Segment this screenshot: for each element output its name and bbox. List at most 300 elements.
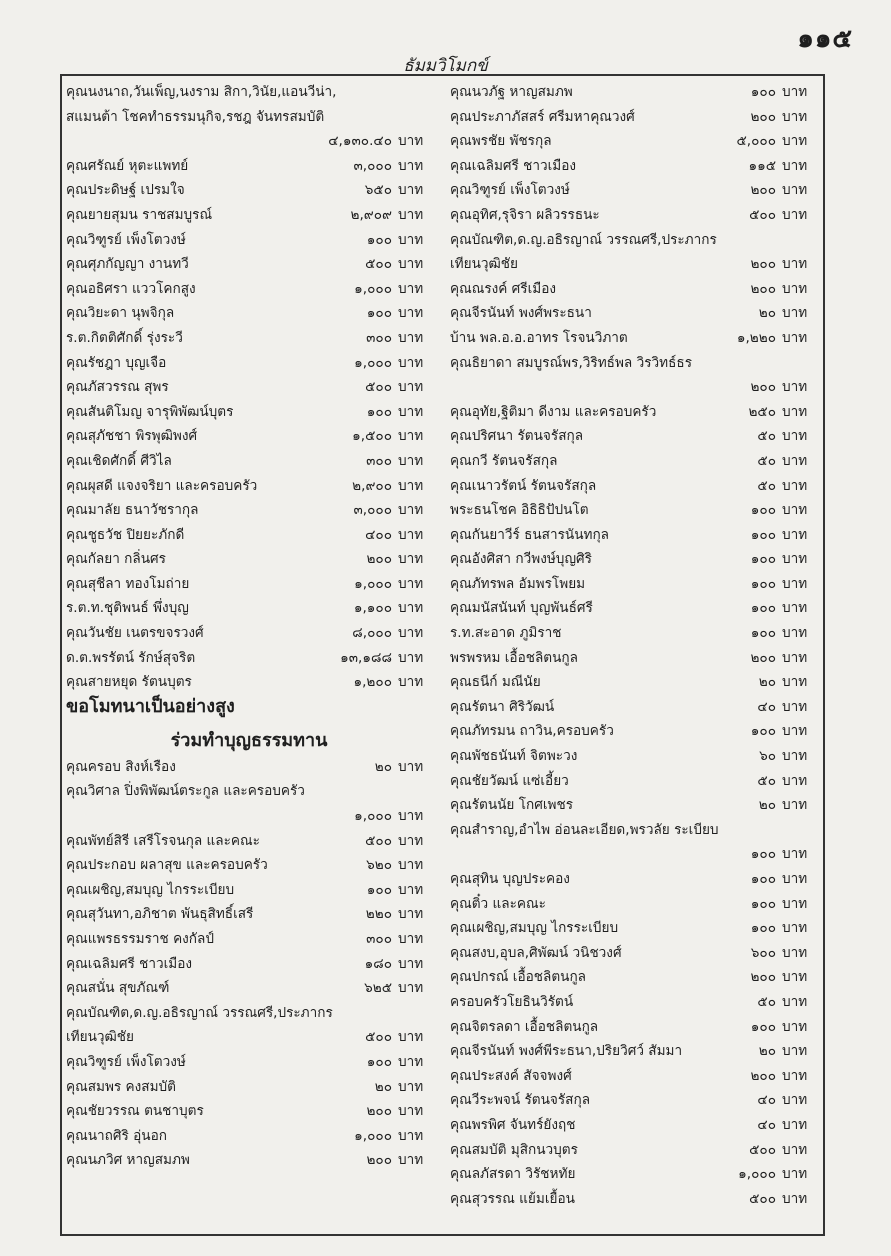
- amount-value: ๑๑๕: [748, 157, 776, 174]
- donor-name: คุณอังศิสา กวีพงษ์บุญศิริ: [450, 551, 592, 568]
- amount-value: ๑๘๐: [364, 955, 392, 972]
- donor-amount: [736, 596, 816, 621]
- donor-name: คุณเฉลิมศรี ชาวเมือง: [66, 955, 193, 972]
- amount-unit: บาท: [782, 600, 808, 617]
- amount-unit: บาท: [398, 452, 424, 469]
- amount-unit: บาท: [782, 723, 808, 740]
- donor-row: [450, 498, 816, 523]
- amount-value: ๒๐๐: [750, 182, 776, 199]
- donor-name: คุณนภวิศ หาญสมภพ: [66, 1152, 190, 1169]
- donor-amount: [352, 829, 432, 854]
- donor-name: คุณจีรนันท์ พงศ์พระธนา: [450, 305, 592, 322]
- donor-amount: [736, 474, 816, 499]
- amount-unit: บาท: [398, 980, 424, 997]
- donor-name: คุณชัยวรรณ ตนชาบุตร: [66, 1103, 204, 1120]
- donor-row: [450, 916, 816, 941]
- donor-row: [450, 424, 816, 449]
- donor-row: [66, 829, 432, 854]
- donor-amount: [736, 572, 816, 597]
- donor-amount: [736, 793, 816, 818]
- donor-row: [66, 1075, 432, 1100]
- donor-amount: [736, 1039, 816, 1064]
- amount-value: ๒๐๐: [750, 280, 776, 297]
- donor-amount: [352, 228, 432, 253]
- donor-name: คุณติ๋ว และคณะ: [450, 895, 546, 912]
- amount-value: ๒๐๐: [366, 551, 392, 568]
- amount-value: ๒๕๐: [748, 403, 776, 420]
- donor-name-line: คุณบัณฑิต,ด.ญ.อธิรญาณ์ วรรณศรี,ประภากร: [66, 1004, 333, 1021]
- amount-unit: บาท: [782, 625, 808, 642]
- donor-row: [450, 621, 816, 646]
- amount-unit: บาท: [398, 1078, 424, 1095]
- amount-value: ๒๐๐: [366, 1103, 392, 1120]
- amount-unit: บาท: [782, 846, 808, 863]
- amount-unit: บาท: [782, 526, 808, 543]
- donor-row: [450, 1088, 816, 1113]
- amount-value: ๒๐: [374, 1078, 392, 1095]
- donor-name: คุณกันยาวีร์ ธนสารนันทกุล: [450, 526, 610, 543]
- donor-name: คุณสมบัติ มุสิกนวบุตร: [450, 1141, 578, 1158]
- donor-name: คุณณรงค์ ศรีเมือง: [450, 280, 557, 297]
- amount-value: ๒,๙๐๙: [350, 206, 392, 223]
- donor-amount: [352, 1148, 432, 1173]
- donor-amount: [736, 449, 816, 474]
- donor-amount: [351, 203, 433, 228]
- amount-unit: บาท: [782, 329, 808, 346]
- donor-name: คุณวิยะดา นุพจิกุล: [66, 305, 175, 322]
- donor-amount: [352, 351, 432, 376]
- donor-amount: [736, 326, 816, 351]
- donor-row: [66, 449, 432, 474]
- donor-row: [66, 952, 432, 977]
- donor-row: [450, 1039, 816, 1064]
- donor-name: คุณวิฑูรย์ เพ็งโตวงษ์: [66, 1053, 186, 1070]
- donor-amount: [352, 375, 432, 400]
- donor-amount: [352, 252, 432, 277]
- amount-value: ๑,๒๒๐: [736, 329, 776, 346]
- amount-value: ๒๐๐: [366, 1152, 392, 1169]
- donor-amount: [352, 927, 432, 952]
- donor-name: คุณพรชัย พัชรกุล: [450, 133, 552, 150]
- donor-row: [450, 769, 816, 794]
- donor-amount: [352, 178, 432, 203]
- donor-amount: [736, 1088, 816, 1113]
- donor-amount-continuation: [66, 804, 432, 829]
- amount-unit: บาท: [782, 428, 808, 445]
- amount-value: ๒๐๐: [750, 108, 776, 125]
- donor-amount: [736, 1138, 816, 1163]
- donor-name: คุณจีรนันท์ พงศ์พีระธนา,ปริยวิศว์ สัมมา: [450, 1043, 683, 1060]
- donor-row: [66, 228, 432, 253]
- amount-value: ๒๒๐: [365, 906, 392, 923]
- donor-amount: [736, 941, 816, 966]
- donor-row: [450, 990, 816, 1015]
- amount-value: ๔๐: [757, 698, 776, 715]
- amount-value: ๒๐๐: [750, 969, 776, 986]
- donor-name: คุณเชิดศักดิ์ ศีวิไล: [66, 452, 172, 469]
- donor-name: คุณรัตนนัย โกศเพชร: [450, 797, 574, 814]
- donor-amount: [352, 976, 432, 1001]
- amount-value: ๓,๐๐๐: [353, 157, 392, 174]
- donor-row: [450, 203, 816, 228]
- donor-amount: [736, 1162, 816, 1187]
- donor-name: คุณมนัสนันท์ บุญพันธ์ศรี: [450, 600, 593, 617]
- donor-row: [66, 853, 432, 878]
- donor-name: คุณอธิศรา แววโคกสูง: [66, 280, 196, 297]
- amount-value: ๒๐๐: [750, 1067, 776, 1084]
- donor-name: คุณเฉลิมศรี ชาวเมือง: [450, 157, 577, 174]
- donor-amount: [736, 670, 816, 695]
- donor-amount: [736, 990, 816, 1015]
- donor-name: คุณรัชฎา บุญเจือ: [66, 354, 167, 371]
- page-number: ๑๑๕: [797, 24, 853, 54]
- amount-value: ๖๐๐: [750, 944, 776, 961]
- amount-unit: บาท: [782, 698, 808, 715]
- amount-unit: บาท: [782, 379, 808, 396]
- donor-amount: [352, 596, 432, 621]
- donor-name-line: คุณนงนาถ,วันเพ็ญ,นงราม สิกา,วินัย,แอนวีน่า,: [66, 84, 337, 100]
- donor-name: คุณวิฑูรย์ เพ็งโตวงษ์: [450, 182, 570, 199]
- donor-amount: [736, 80, 816, 105]
- amount-value: ๒๐: [758, 674, 776, 691]
- amount-unit: บาท: [398, 502, 424, 519]
- donor-name: คุณภัสวรรณ สุพร: [66, 379, 169, 396]
- donor-amount: [736, 1064, 816, 1089]
- donor-name: คุณประสงค์ สัจจพงศ์: [450, 1067, 572, 1084]
- amount-value: ๒๐: [758, 1043, 776, 1060]
- donor-name: คุณครอบ สิงห์เรือง: [66, 758, 176, 775]
- donor-amount: [736, 301, 816, 326]
- donor-row: [450, 474, 816, 499]
- amount-unit: บาท: [398, 329, 424, 346]
- amount-unit: บาท: [782, 797, 808, 814]
- donor-name: คุณชัยวัฒน์ แซ่เอี้ยว: [450, 772, 569, 789]
- donor-row: [450, 178, 816, 203]
- donor-row: [450, 892, 816, 917]
- donor-amount: [736, 498, 816, 523]
- donor-name: คุณกัลยา กลิ่นศร: [66, 551, 166, 568]
- donor-amount: [736, 424, 816, 449]
- donor-row: [66, 976, 432, 1001]
- donor-amount: [736, 916, 816, 941]
- amount-unit: บาท: [782, 1067, 808, 1084]
- amount-value: ๑๐๐: [750, 723, 776, 740]
- donor-row: [66, 878, 432, 903]
- donor-row: [66, 572, 432, 597]
- amount-unit: บาท: [398, 231, 424, 248]
- amount-value: ๔,๑๓๐.๔๐: [328, 133, 392, 150]
- donor-name-line: คุณบัณฑิต,ด.ญ.อธิรญาณ์ วรรณศรี,ประภากร: [450, 231, 717, 248]
- amount-unit: บาท: [398, 551, 424, 568]
- donor-name: คุณสุภัชชา พิรพุฒิพงศ์: [66, 428, 198, 445]
- donor-amount: [352, 902, 432, 927]
- donor-row: [66, 1050, 432, 1075]
- amount-value: ๕๐๐: [749, 1141, 776, 1158]
- donor-name: คุณนาถศิริ อุ่นอก: [66, 1127, 167, 1144]
- amount-unit: บาท: [398, 1103, 424, 1120]
- donor-row: [66, 670, 432, 695]
- donor-amount: [352, 1099, 432, 1124]
- amount-unit: บาท: [782, 1190, 808, 1207]
- amount-unit: บาท: [398, 931, 424, 947]
- donor-name: พรพรหม เอื้อชลิตนกูล: [450, 649, 578, 666]
- amount-unit: บาท: [782, 108, 808, 125]
- amount-value: ๑๐๐: [750, 846, 776, 863]
- donor-row: [450, 941, 816, 966]
- amount-unit: บาท: [398, 1152, 424, 1169]
- amount-value: ๕,๐๐๐: [736, 133, 776, 150]
- amount-unit: บาท: [398, 403, 424, 420]
- donor-amount: [736, 769, 816, 794]
- amount-unit: บาท: [398, 758, 424, 775]
- donor-name: คุณกวี รัตนจรัสกุล: [450, 452, 558, 469]
- donor-name: คุณวันชัย เนตรขจรวงศ์: [66, 625, 204, 642]
- donor-amount: [736, 129, 816, 154]
- amount-unit: บาท: [782, 772, 808, 789]
- donor-row: [450, 1113, 816, 1138]
- amount-value: ๑๐๐: [750, 526, 776, 543]
- amount-value: ๑,๐๐๐: [354, 1127, 392, 1144]
- donor-name: คุณประกอบ ผลาสุข และครอบครัว: [66, 857, 268, 874]
- amount-value: ๑,๐๐๐: [354, 808, 392, 825]
- amount-value: ๑๐๐: [366, 1053, 392, 1070]
- donor-name: คุณสมพร คงสมบัติ: [66, 1078, 176, 1095]
- amount-value: ๓๐๐: [366, 452, 392, 469]
- amount-unit: บาท: [398, 881, 424, 898]
- donor-row: [450, 277, 816, 302]
- donor-row: [66, 178, 432, 203]
- donor-row: [66, 523, 432, 548]
- donor-row: [450, 301, 816, 326]
- amount-unit: บาท: [782, 1166, 808, 1183]
- donor-amount-continuation: [450, 842, 816, 867]
- amount-unit: บาท: [782, 993, 808, 1010]
- amount-value: ๑๐๐: [750, 551, 776, 568]
- amount-unit: บาท: [782, 871, 808, 887]
- donor-name: ด.ต.พรรัตน์ รักษ์สุจริต: [66, 649, 196, 666]
- donor-name: คุณวีระพจน์ รัตนจรัสกุล: [450, 1092, 591, 1109]
- donor-name: ครอบครัวโยธินวิรัตน์: [450, 993, 574, 1010]
- donor-row: [450, 1064, 816, 1089]
- amount-value: ๑๓,๑๘๘: [340, 649, 392, 666]
- donor-name: คุณสุวรรณ แย้มเยื้อน: [450, 1190, 575, 1207]
- donor-amount: [352, 670, 432, 695]
- amount-value: ๕๐๐: [365, 379, 392, 396]
- donor-name: คุณปกรณ์ เอื้อชลิตนกูล: [450, 969, 587, 986]
- donor-name: บ้าน พล.อ.อ.อาทร โรจนวิภาต: [450, 329, 628, 346]
- amount-value: ๒,๙๐๐: [352, 477, 392, 494]
- amount-value: ๓,๐๐๐: [353, 502, 392, 519]
- donor-row: [450, 965, 816, 990]
- amount-unit: บาท: [782, 1018, 808, 1035]
- donor-name: เทียนวุฒิชัย: [450, 256, 518, 273]
- amount-unit: บาท: [782, 1092, 808, 1109]
- amount-unit: บาท: [782, 133, 808, 150]
- donor-name: ร.ต.ท.ชุติพนธ์ พึ่งบุญ: [66, 600, 189, 617]
- amount-value: ๑๐๐: [750, 84, 776, 100]
- donor-row: [66, 252, 432, 277]
- section-heading: ร่วมทำบุญธรรมทาน: [170, 729, 328, 751]
- donor-row: [66, 277, 432, 302]
- donor-row: [450, 1138, 816, 1163]
- donor-amount: [736, 547, 816, 572]
- donor-name: คุณศุภกัญญา งานทวี: [66, 256, 189, 273]
- donor-amount: [736, 965, 816, 990]
- donor-name: คุณเผชิญ,สมบุญ ไกรระเบียบ: [66, 881, 235, 898]
- amount-unit: บาท: [398, 674, 424, 691]
- donor-name: ร.ท.สะอาด ภูมิราช: [450, 625, 562, 642]
- donor-row: [450, 400, 816, 425]
- donor-row: [66, 301, 432, 326]
- donor-row: [66, 203, 432, 228]
- amount-unit: บาท: [782, 969, 808, 986]
- donor-name: คุณรัตนา ศิริวัฒน์: [450, 698, 555, 715]
- amount-value: ๑๐๐: [750, 895, 776, 912]
- amount-value: ๑,๐๐๐: [354, 280, 392, 297]
- amount-value: ๖๒๕: [364, 980, 392, 997]
- amount-unit: บาท: [782, 280, 808, 297]
- donor-name: คุณเผชิญ,สมบุญ ไกรระเบียบ: [450, 920, 619, 937]
- amount-value: ๑๐๐: [366, 231, 392, 248]
- amount-value: ๕๐: [757, 772, 776, 789]
- amount-unit: บาท: [782, 674, 808, 691]
- donor-amount: [352, 1124, 432, 1149]
- donor-row: [66, 1148, 432, 1173]
- amount-value: ๑๐๐: [750, 502, 776, 519]
- donor-row: [450, 105, 816, 130]
- donor-amount: [352, 424, 432, 449]
- thanks-heading: ขอโมทนาเป็นอย่างสูง: [66, 695, 235, 717]
- amount-unit: บาท: [398, 575, 424, 592]
- donor-row: [450, 719, 816, 744]
- amount-unit: บาท: [782, 1116, 808, 1133]
- donor-amount: [352, 952, 432, 977]
- donor-name: คุณลภัสรดา วิรัชหทัย: [450, 1166, 576, 1183]
- amount-value: ๕๐: [757, 477, 776, 494]
- donor-row: [66, 154, 432, 179]
- donor-amount: [352, 498, 432, 523]
- donor-row: [66, 1124, 432, 1149]
- donor-amount: [352, 474, 432, 499]
- amount-value: ๑๐๐: [750, 625, 776, 642]
- amount-unit: บาท: [398, 256, 424, 273]
- amount-value: ๕๐๐: [749, 1190, 776, 1207]
- amount-value: ๘,๐๐๐: [352, 625, 392, 642]
- donor-amount: [736, 695, 816, 720]
- amount-value: ๑๐๐: [366, 881, 392, 898]
- amount-unit: บาท: [398, 477, 424, 494]
- donor-amount: [352, 755, 432, 780]
- donor-name: คุณศรัณย์ หุตะแพทย์: [66, 157, 189, 174]
- amount-unit: บาท: [398, 354, 424, 371]
- donor-row: [450, 572, 816, 597]
- amount-unit: บาท: [398, 955, 424, 972]
- amount-value: ๖๒๐: [366, 857, 392, 874]
- donor-amount: [352, 621, 432, 646]
- donor-amount: [736, 105, 816, 130]
- donor-row: [450, 867, 816, 892]
- donor-row: [66, 902, 432, 927]
- donor-name: คุณพัชธนันท์ จิตพะวง: [450, 748, 578, 765]
- amount-unit: บาท: [782, 895, 808, 912]
- donor-name: คุณเนาวรัตน์ รัตนจรัสกุล: [450, 477, 597, 494]
- amount-unit: บาท: [398, 1053, 424, 1070]
- donor-name: เทียนวุฒิชัย: [66, 1029, 134, 1046]
- donor-name: คุณประดิษฐ์ เปรมใจ: [66, 182, 185, 199]
- donor-row: [66, 351, 432, 376]
- amount-value: ๔๐๐: [365, 526, 392, 543]
- donor-row: [450, 523, 816, 548]
- amount-unit: บาท: [782, 182, 808, 199]
- amount-value: ๒๐: [374, 758, 392, 775]
- donor-name: คุณอุทัย,ฐิติมา ดีงาม และครอบครัว: [450, 403, 657, 420]
- donor-row: [66, 424, 432, 449]
- donor-name: คุณแพรธรรมราช คงกัลป์: [66, 931, 214, 947]
- amount-unit: บาท: [398, 428, 424, 445]
- amount-unit: บาท: [782, 920, 808, 937]
- donor-row: [66, 621, 432, 646]
- donor-row: [66, 596, 432, 621]
- donor-name: คุณสุชีลา ทองโมถ่าย: [66, 575, 190, 592]
- amount-unit: บาท: [398, 305, 424, 322]
- donor-amount-continuation: [450, 375, 816, 400]
- donor-amount: [352, 154, 432, 179]
- donor-amount: [736, 621, 816, 646]
- donor-name: คุณสงบ,อุบล,ศิพัฒน์ วนิชวงศ์: [450, 944, 622, 961]
- donor-row: [450, 326, 816, 351]
- donor-name: คุณชูธวัช ปิยยะภักดี: [66, 526, 185, 543]
- donor-name: คุณวิฑูรย์ เพ็งโตวงษ์: [66, 231, 186, 248]
- amount-unit: บาท: [398, 526, 424, 543]
- amount-value: ๑,๕๐๐: [352, 428, 392, 445]
- donor-amount: [736, 1015, 816, 1040]
- donor-row: [450, 129, 816, 154]
- donor-amount: [736, 178, 816, 203]
- donor-row: [450, 1187, 816, 1212]
- amount-unit: บาท: [398, 379, 424, 396]
- donor-name: คุณภัทรพล อัมพรโพยม: [450, 575, 586, 592]
- amount-unit: บาท: [782, 944, 808, 961]
- donor-name: คุณยายสุมน ราชสมบูรณ์: [66, 206, 213, 223]
- amount-unit: บาท: [782, 551, 808, 568]
- donor-amount: [352, 572, 432, 597]
- donor-amount: [352, 853, 432, 878]
- amount-unit: บาท: [782, 575, 808, 592]
- amount-value: ๖๕๐: [364, 182, 392, 199]
- amount-value: ๑,๐๐๐: [354, 354, 392, 371]
- amount-unit: บาท: [782, 1141, 808, 1158]
- amount-unit: บาท: [782, 452, 808, 469]
- amount-unit: บาท: [782, 477, 808, 494]
- donor-amount: [352, 449, 432, 474]
- amount-unit: บาท: [398, 808, 424, 825]
- amount-value: ๑๐๐: [366, 305, 392, 322]
- amount-unit: บาท: [398, 1127, 424, 1144]
- amount-unit: บาท: [398, 832, 424, 849]
- amount-value: ๓๐๐: [366, 931, 392, 947]
- amount-unit: บาท: [398, 649, 424, 666]
- amount-unit: บาท: [782, 256, 808, 273]
- amount-unit: บาท: [398, 600, 424, 617]
- donor-row: [66, 400, 432, 425]
- page-header-title: ธัมมวิโมกข์: [403, 56, 488, 76]
- donor-name: คุณสันติโมญ จารุพิพัฒน์บุตร: [66, 403, 234, 420]
- amount-value: ๕๐๐: [365, 256, 392, 273]
- donor-row: [450, 1015, 816, 1040]
- donor-row: [450, 1162, 816, 1187]
- donor-amount: [736, 400, 816, 425]
- amount-value: ๑,๑๐๐: [353, 600, 392, 617]
